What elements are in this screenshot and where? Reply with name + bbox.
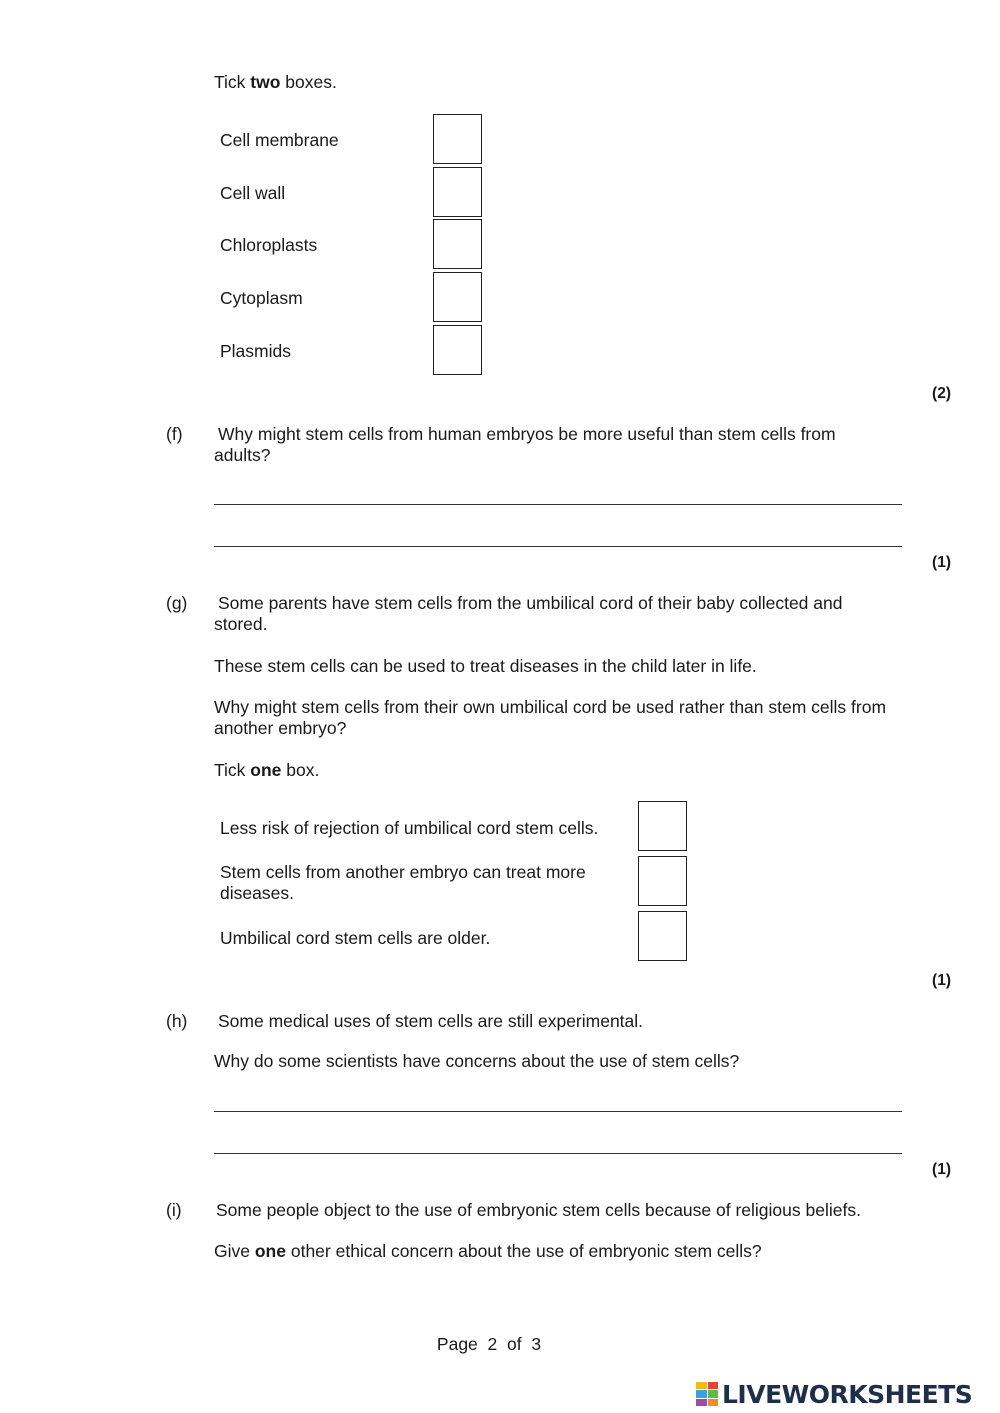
option-label: Stem cells from another embryo can treat more diseases. — [220, 862, 586, 903]
tick-box-another-embryo[interactable] — [638, 856, 687, 906]
question-number: (i) — [166, 1200, 182, 1220]
question-statement: These stem cells can be used to treat diseases in the child later in life. — [214, 656, 757, 676]
marks-label: (2) — [932, 385, 951, 402]
option-label: Umbilical cord stem cells are older. — [220, 928, 491, 948]
liveworksheets-logo-icon — [696, 1382, 718, 1406]
question-number: (f) — [166, 424, 183, 444]
instruction-tick-two: Tick two boxes. — [214, 72, 337, 92]
option-label: Plasmids — [220, 341, 291, 361]
tick-box-less-risk-rejection[interactable] — [638, 801, 687, 851]
answer-line[interactable] — [214, 1153, 902, 1154]
instruction-tick-one: Tick one box. — [214, 760, 320, 780]
marks-label: (1) — [932, 972, 951, 989]
tick-box-umbilical-older[interactable] — [638, 911, 687, 961]
page-footer: Page 2 of 3 — [436, 1334, 542, 1354]
brand-name: LIVEWORKSHEETS — [722, 1379, 973, 1409]
brand-logo — [696, 1381, 972, 1407]
question-text: Why do some scientists have concerns about the use of stem cells? — [214, 1051, 740, 1071]
question-number: (h) — [166, 1011, 188, 1031]
marks-label: (1) — [932, 1161, 951, 1178]
tick-box-cytoplasm[interactable] — [433, 272, 482, 322]
question-intro: Some medical uses of stem cells are still experimental. — [218, 1011, 644, 1031]
tick-box-cell-membrane[interactable] — [433, 114, 482, 164]
question-number: (g) — [166, 593, 188, 613]
answer-line[interactable] — [214, 504, 902, 505]
tick-box-plasmids[interactable] — [433, 325, 482, 375]
question-intro: Some parents have stem cells from the umbilical cord of their baby collected and stored. — [214, 593, 843, 634]
question-text: Why might stem cells from human embryos be more useful than stem cells from adults? — [214, 424, 836, 465]
question-intro: Some people object to the use of embryonic stem cells because of religious beliefs. — [216, 1200, 861, 1220]
option-label: Cytoplasm — [220, 288, 303, 308]
question-text: Give one other ethical concern about the use of embryonic stem cells? — [214, 1241, 762, 1261]
answer-line[interactable] — [214, 1111, 902, 1112]
option-label: Cell wall — [220, 183, 286, 203]
question-text: Why might stem cells from their own umbilical cord be used rather than stem cells from another embryo? — [214, 697, 887, 738]
marks-label: (1) — [932, 554, 951, 571]
option-label: Chloroplasts — [220, 235, 318, 255]
option-label: Cell membrane — [220, 130, 339, 150]
tick-box-cell-wall[interactable] — [433, 167, 482, 217]
tick-box-chloroplasts[interactable] — [433, 219, 482, 269]
answer-line[interactable] — [214, 546, 902, 547]
option-label: Less risk of rejection of umbilical cord stem cells. — [220, 818, 599, 838]
